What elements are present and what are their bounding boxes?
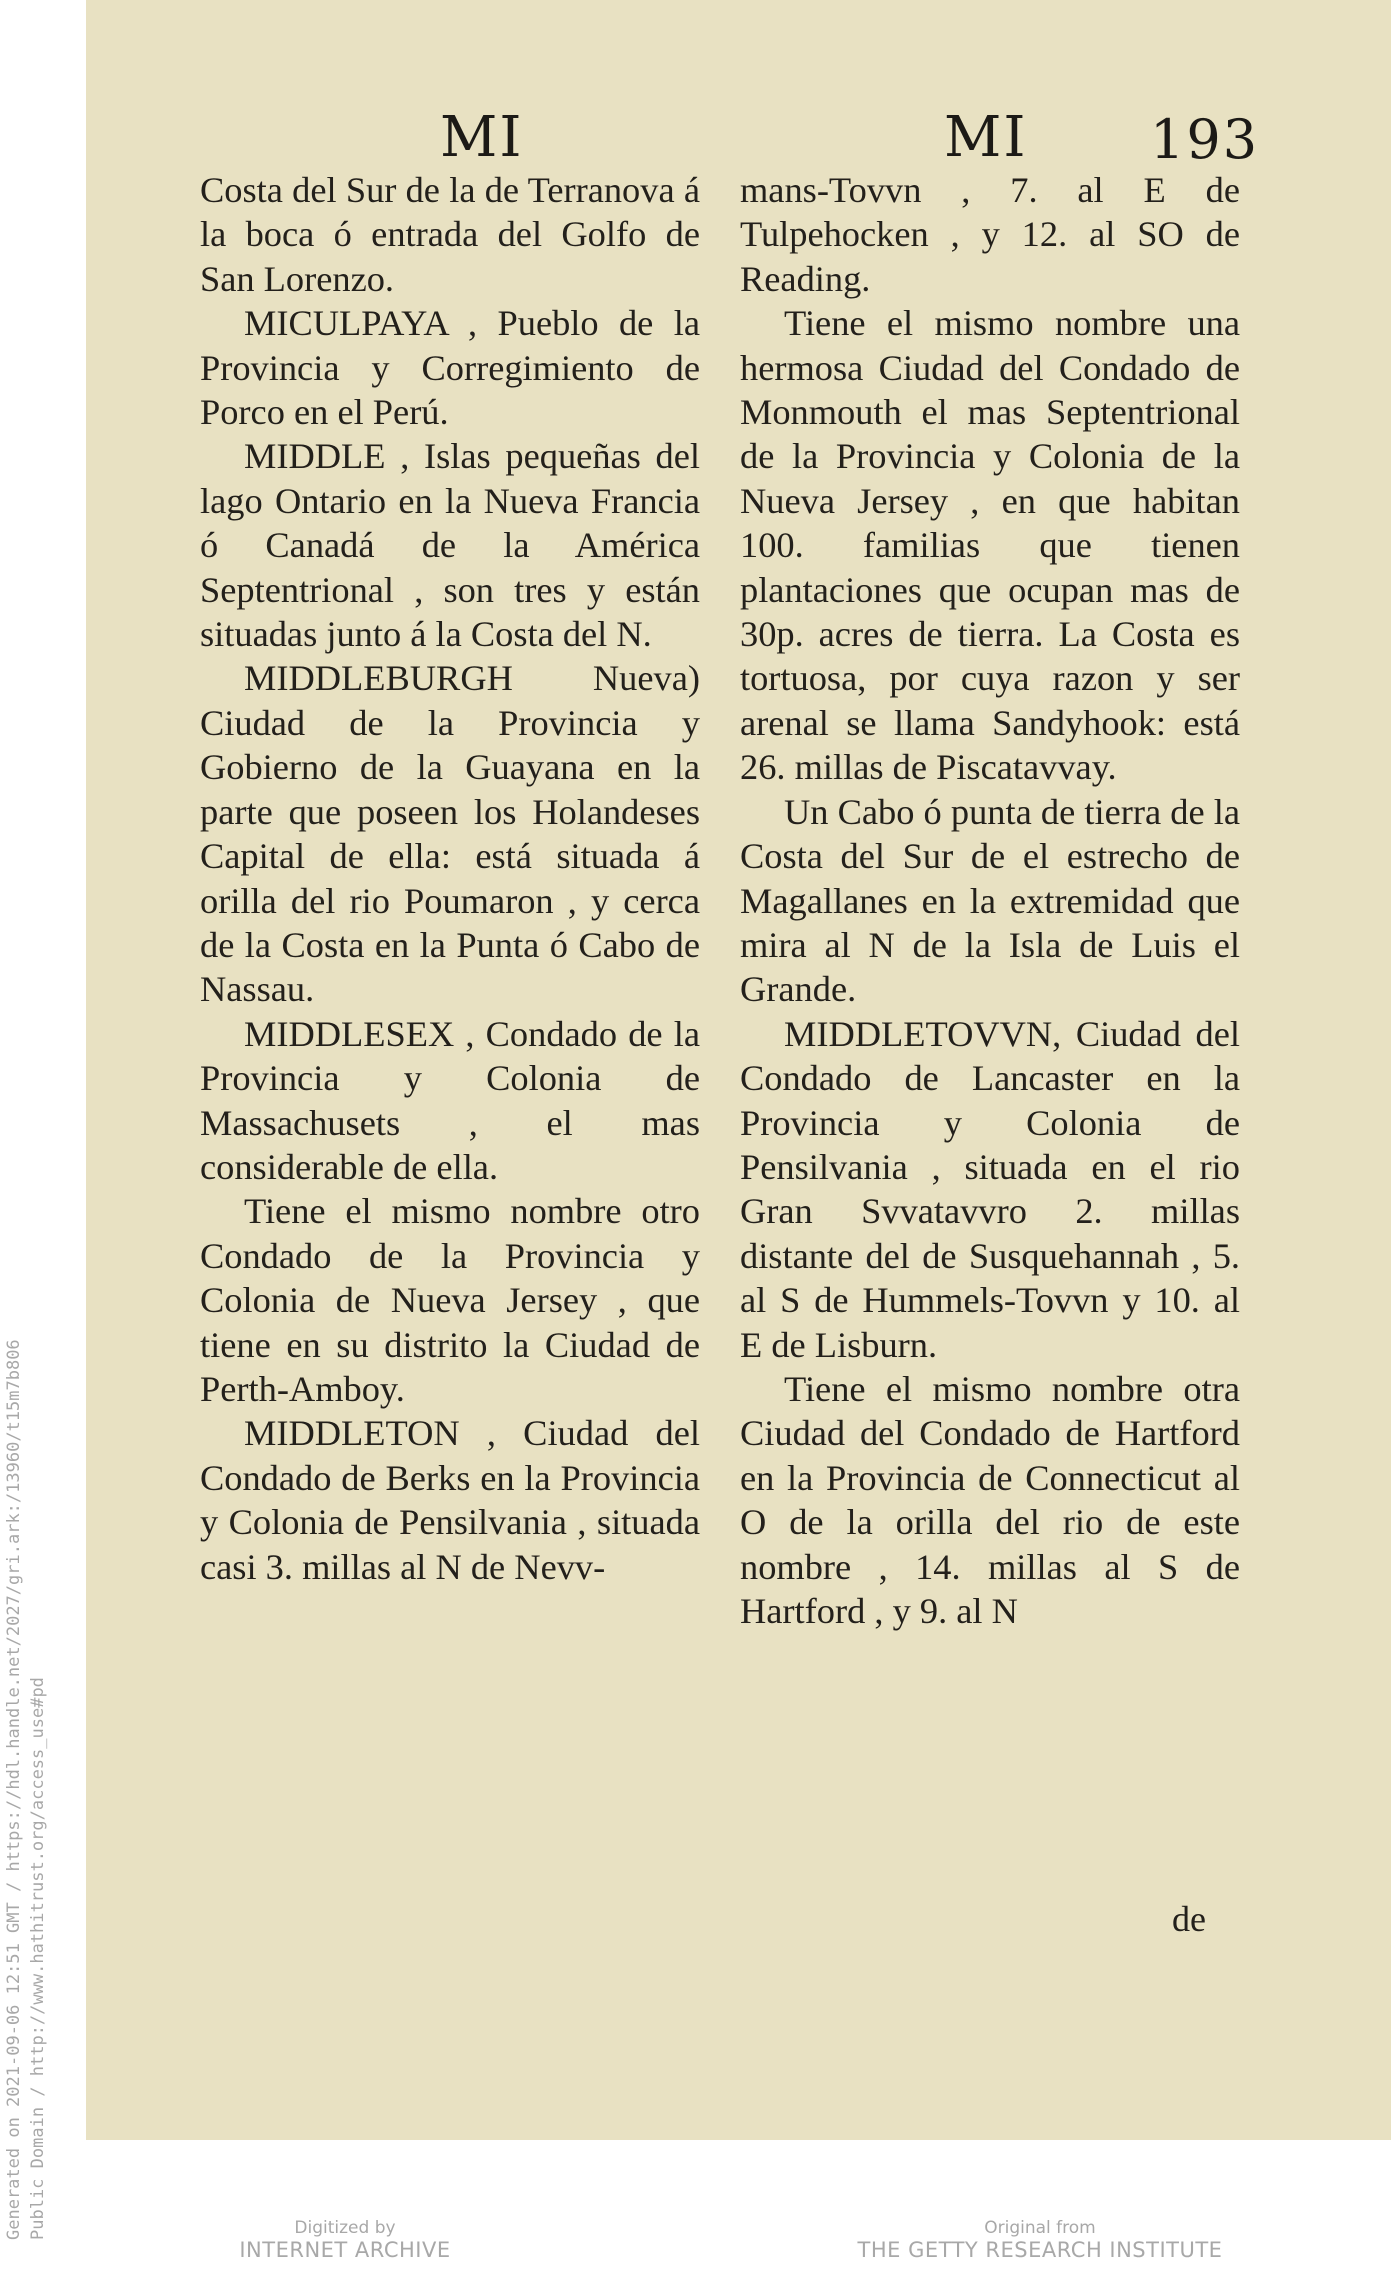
entry-paragraph: MIDDLETON , Ciudad del Condado de Berks en la Provincia y Colonia de Pensilvania , situada casi 3. millas al N de Nevv-: [200, 1413, 700, 1587]
catchword: de: [1172, 1899, 1206, 1939]
watermark-line-generated: Generated on 2021-09-06 12:51 GMT / https://hdl.handle.net/2027/gri.ark:/13960/t15m7b806: [4, 1339, 24, 2240]
left-column: [200, 168, 700, 1589]
footer-left-org: INTERNET ARCHIVE: [239, 2238, 451, 2262]
page-number: 193: [1150, 108, 1260, 171]
entry-paragraph: MIDDLEBURGH Nueva) Ciudad de la Provincia y Gobierno de la Guayana en la parte que poseen los Holandeses Capital de ella: está situada á orilla del rio Poumaron , y cerca de la Costa en la Punta ó Cabo de Nassau.: [200, 658, 700, 1010]
entry-paragraph: Costa del Sur de la de Terranova á la boca ó entrada del Golfo de San Lorenzo.: [200, 170, 700, 299]
entry-paragraph: MIDDLETOVVN, Ciudad del Condado de Lancaster en la Provincia y Colonia de Pensilvania , situada en el rio Gran Svvatavvro 2. millas distante del de Susquehannah , 5. al S de Hummels-Tovvn y 10. al E de Lisburn.: [740, 1013, 1240, 1365]
entry-paragraph: Un Cabo ó punta de tierra de la Costa del Sur de el estrecho de Magallanes en la extremidad que mira al N de la Isla de Luis el Grande.: [740, 791, 1240, 1010]
footer-left-caption: Digitized by: [294, 2218, 396, 2238]
watermark-line-rights: Public Domain / http://www.hathitrust.org/access_use#pd: [28, 1677, 48, 2240]
footer-original-from: [855, 2218, 1225, 2262]
entry-paragraph: Tiene el mismo nombre otro Condado de la Provincia y Colonia de Nueva Jersey , que tiene en su distrito la Ciudad de Perth-Amboy.: [200, 1191, 700, 1409]
running-head-left: MI: [440, 105, 524, 170]
entry-paragraph: mans-Tovvn , 7. al E de Tulpehocken , y 12. al SO de Reading.: [740, 170, 1240, 299]
entry-paragraph: MIDDLE , Islas pequeñas del lago Ontario en la Nueva Francia ó Canadá de la América Septentrional , son tres y están situadas junto á la Costa del N.: [200, 436, 700, 655]
hathitrust-watermark: [2, 1339, 50, 2240]
right-column: [740, 168, 1240, 1633]
footer-right-caption: Original from: [984, 2218, 1096, 2238]
entry-paragraph: Tiene el mismo nombre otra Ciudad del Condado de Hartford en la Provincia de Connecticut al O de la orilla del rio de este nombre , 14. millas al S de Hartford , y 9. al N: [740, 1368, 1240, 1631]
entry-paragraph: MIDDLESEX , Condado de la Provincia y Colonia de Massachusets , el mas considerable de ella.: [200, 1013, 700, 1187]
footer-digitized-by: [230, 2218, 460, 2262]
entry-paragraph: MICULPAYA , Pueblo de la Provincia y Corregimiento de Porco en el Perú.: [200, 303, 700, 433]
entry-paragraph: Tiene el mismo nombre una hermosa Ciudad del Condado de Monmouth el mas Septentrional de la Provincia y Colonia de la Nueva Jersey , en que habitan 100. familias que tienen plantaciones que ocupan mas de 30p. acres de tierra. La Costa es tortuosa, por cuya razon y ser arenal se llama Sandyhook: está 26. millas de Piscatavvay.: [740, 303, 1240, 788]
footer-right-org: THE GETTY RESEARCH INSTITUTE: [857, 2238, 1223, 2262]
running-head-right: MI: [944, 105, 1028, 170]
